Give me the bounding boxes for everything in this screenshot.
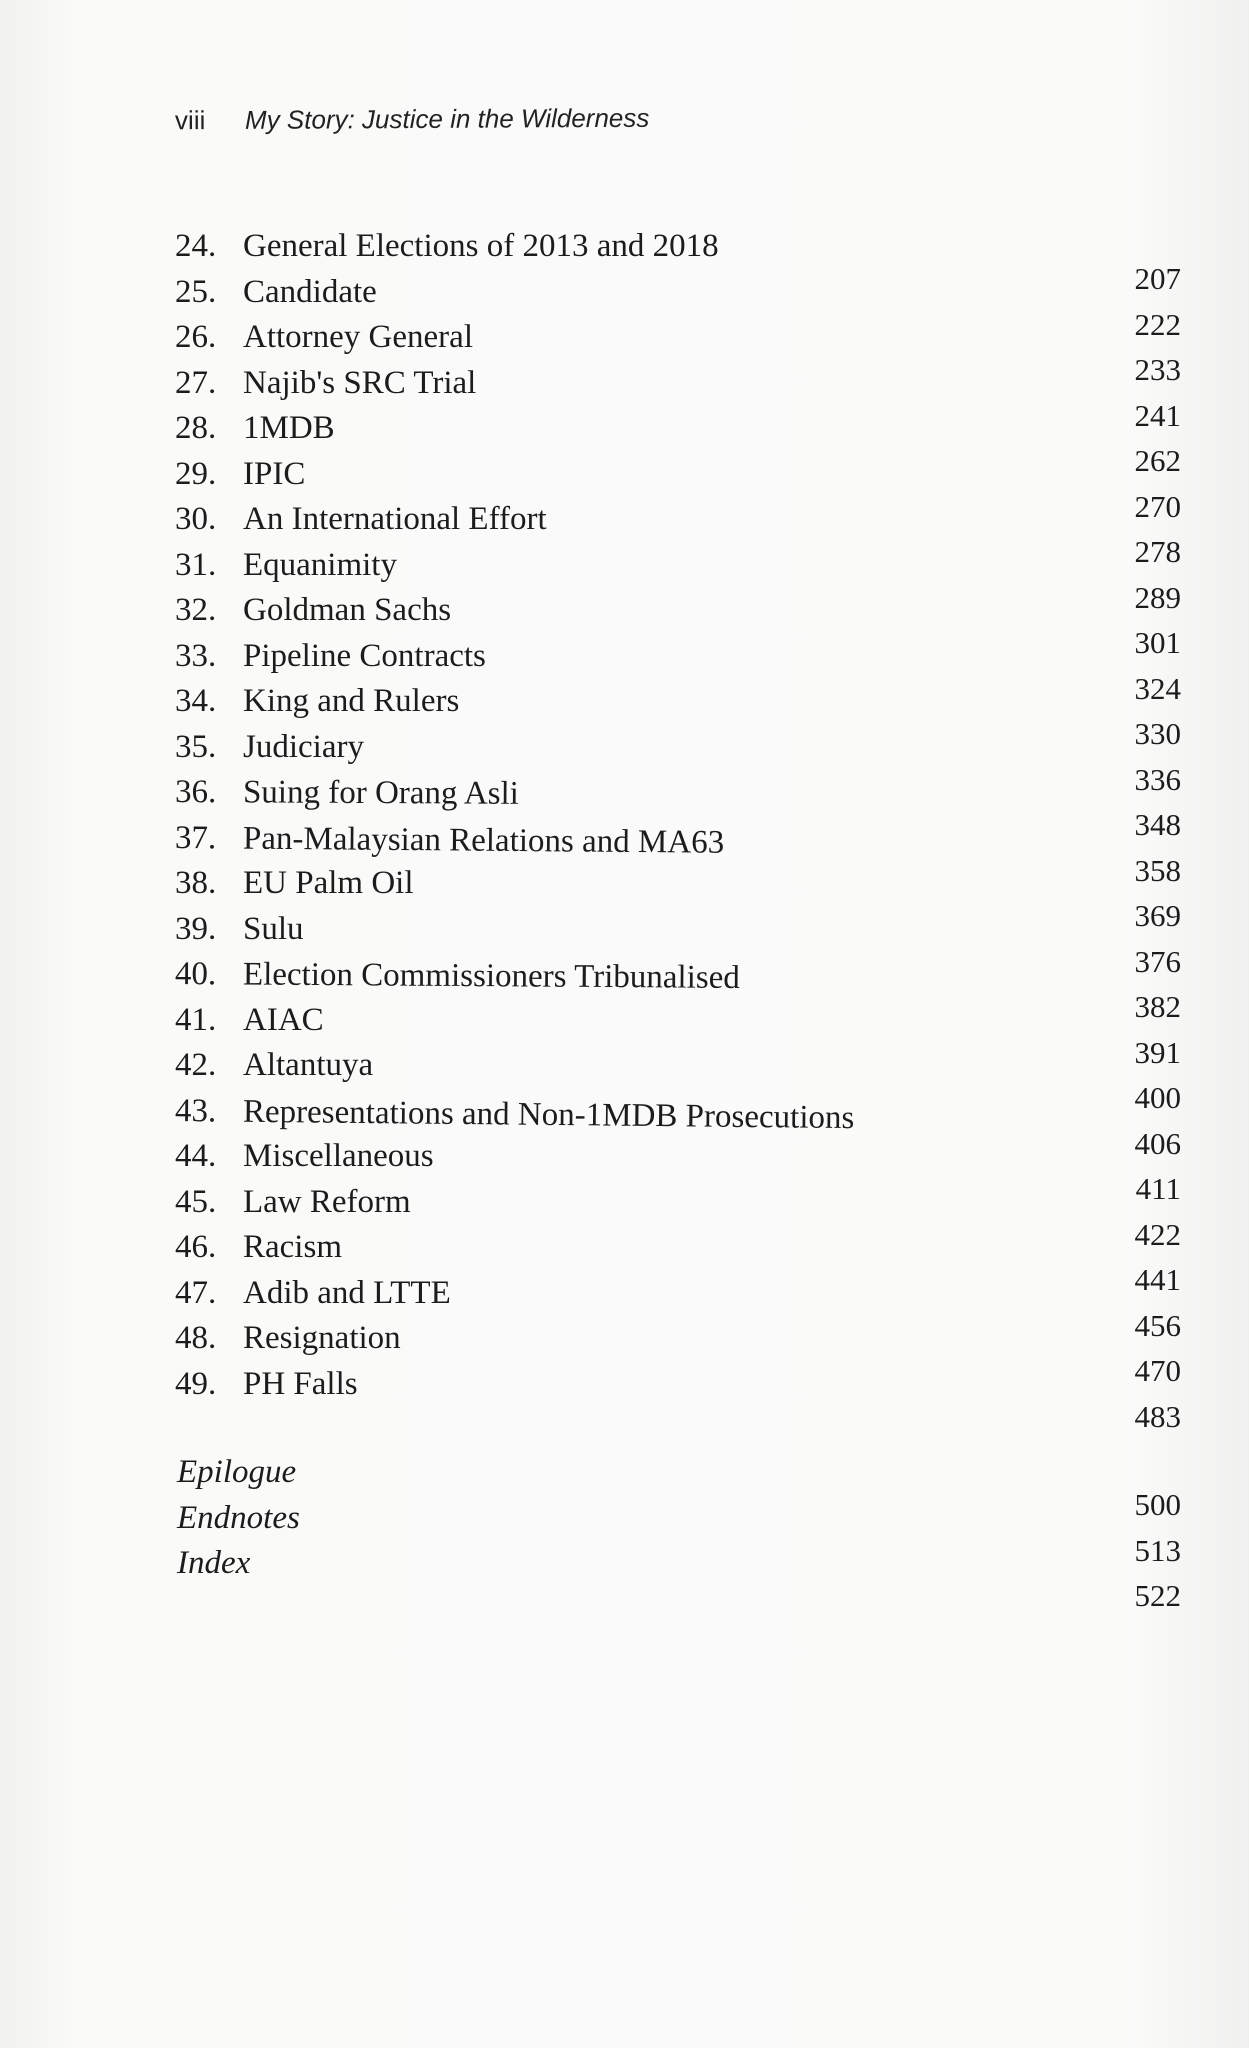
chapter-title: Pan-Malaysian Relations and MA63	[242, 820, 725, 861]
chapter-number: 43.	[174, 1092, 217, 1129]
chapter-number: 27.	[175, 364, 217, 401]
chapter-page-number: 233	[1134, 352, 1181, 387]
chapter-title: Candidate	[243, 273, 377, 310]
chapter-title: Sulu	[243, 910, 304, 947]
chapter-title: Representations and Non-1MDB Prosecutions	[242, 1093, 855, 1136]
chapter-number: 30.	[175, 501, 217, 537]
chapter-page-number: 406	[1134, 1125, 1181, 1161]
chapter-number: 37.	[174, 819, 217, 856]
chapter-title: Resignation	[243, 1320, 401, 1356]
chapter-title: Racism	[243, 1229, 342, 1265]
chapter-number: 33.	[175, 637, 217, 674]
chapter-page-number: 391	[1134, 1034, 1181, 1070]
chapter-number: 28.	[175, 410, 217, 446]
chapter-page-number: 483	[1134, 1398, 1181, 1434]
chapter-number: 29.	[175, 455, 217, 492]
chapter-number: 38.	[175, 865, 217, 901]
chapter-number: 40.	[174, 956, 217, 993]
chapter-number: 49.	[175, 1365, 217, 1402]
chapter-title: Miscellaneous	[243, 1138, 434, 1174]
chapter-page-number: 441	[1134, 1262, 1181, 1297]
chapter-page-number: 241	[1134, 397, 1181, 433]
page-folio: viii	[174, 105, 206, 136]
chapter-title: Najib's SRC Trial	[243, 364, 477, 401]
chapter-page-number: 270	[1134, 488, 1181, 524]
chapter-number: 36.	[174, 774, 217, 811]
chapter-page-number: 400	[1134, 1080, 1181, 1115]
chapter-title: Law Reform	[243, 1183, 411, 1220]
chapter-title: An International Effort	[243, 501, 547, 537]
chapter-page-number: 382	[1134, 989, 1181, 1024]
chapter-page-number: 324	[1134, 670, 1181, 706]
chapter-title: Altantuya	[243, 1047, 374, 1083]
chapter-number: 35.	[175, 728, 217, 765]
chapter-title: Equanimity	[243, 546, 397, 583]
chapter-number: 32.	[175, 592, 217, 628]
chapter-number: 48.	[175, 1320, 217, 1356]
chapter-title: Election Commissioners Tribunalised	[242, 956, 740, 996]
chapter-title: Pipeline Contracts	[243, 637, 486, 674]
chapter-page-number: 422	[1134, 1216, 1181, 1252]
chapter-title: Adib and LTTE	[243, 1274, 451, 1311]
chapter-number: 46.	[175, 1229, 217, 1265]
chapter-page-number: 278	[1134, 534, 1181, 569]
chapter-number: 45.	[175, 1183, 217, 1220]
chapter-number: 41.	[175, 1001, 217, 1038]
chapter-page-number: 289	[1134, 579, 1181, 615]
chapter-page-number: 358	[1134, 852, 1181, 888]
chapter-page-number: 470	[1134, 1353, 1181, 1388]
chapter-title: General Elections of 2013 and 2018	[243, 228, 719, 264]
back-matter-title: Index	[177, 1545, 251, 1581]
chapter-title: EU Palm Oil	[243, 865, 414, 901]
chapter-number: 26.	[175, 319, 217, 355]
chapter-page-number: 222	[1134, 306, 1181, 342]
chapter-page-number: 262	[1134, 443, 1181, 478]
back-matter-page-number: 513	[1134, 1532, 1181, 1568]
chapter-number: 24.	[175, 228, 217, 264]
chapter-number: 25.	[175, 273, 217, 310]
chapter-page-number: 330	[1134, 716, 1181, 751]
chapter-title: Judiciary	[243, 728, 364, 765]
chapter-number: 42.	[175, 1047, 217, 1083]
chapter-number: 31.	[175, 546, 217, 583]
chapter-number: 47.	[175, 1274, 217, 1311]
chapter-title: PH Falls	[243, 1365, 358, 1402]
chapter-page-number: 369	[1134, 898, 1181, 933]
back-matter-title: Epilogue	[177, 1454, 297, 1490]
chapter-title: Goldman Sachs	[243, 592, 452, 628]
back-matter-title: Endnotes	[177, 1499, 300, 1536]
chapter-page-number: 411	[1135, 1171, 1181, 1206]
chapter-page-number: 456	[1134, 1307, 1181, 1343]
chapter-title: 1MDB	[243, 410, 335, 446]
chapter-number: 39.	[175, 910, 217, 947]
chapter-page-number: 336	[1134, 761, 1181, 797]
book-title: My Story: Justice in the Wilderness	[244, 102, 650, 135]
back-matter-page-number: 500	[1134, 1487, 1181, 1522]
chapter-page-number: 301	[1134, 625, 1181, 660]
back-matter-page-number: 522	[1134, 1578, 1181, 1613]
chapter-title: King and Rulers	[243, 683, 460, 719]
chapter-number: 44.	[175, 1138, 217, 1174]
chapter-page-number: 348	[1134, 807, 1181, 842]
chapter-number: 34.	[175, 683, 217, 719]
chapter-page-number: 376	[1134, 943, 1181, 979]
chapter-page-number: 207	[1134, 261, 1181, 296]
chapter-title: AIAC	[243, 1001, 324, 1038]
chapter-title: Attorney General	[243, 319, 473, 355]
chapter-title: IPIC	[243, 455, 306, 492]
chapter-title: Suing for Orang Asli	[242, 774, 520, 812]
